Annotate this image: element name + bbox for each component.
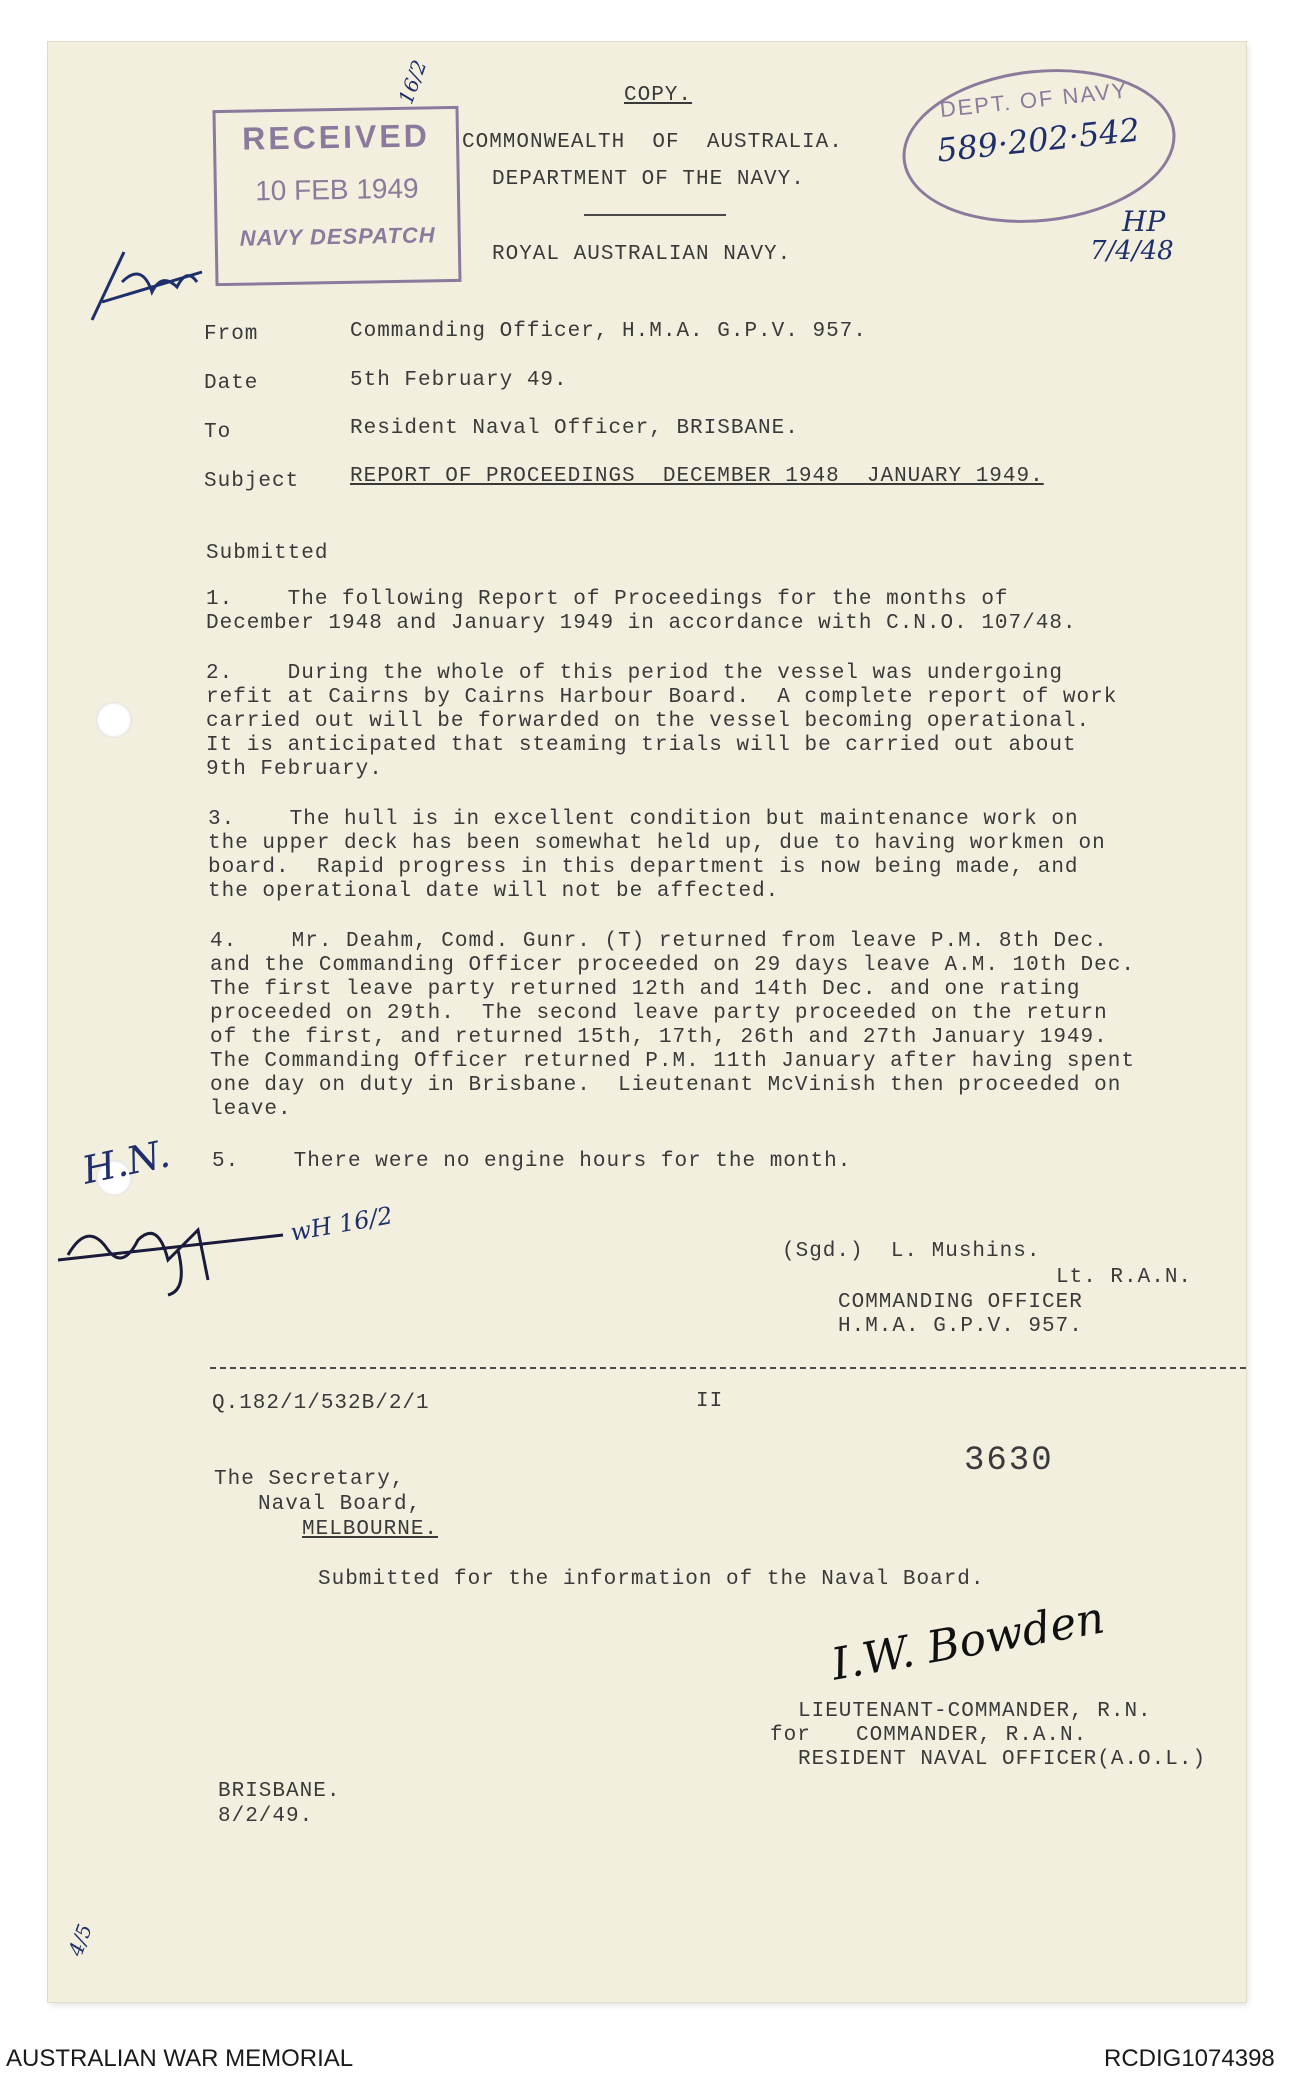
paragraph-4 <box>210 930 1135 1122</box>
officer-for: for <box>770 1724 811 1747</box>
handwritten-hp-initials: HP <box>1122 205 1166 238</box>
signed-name: (Sgd.) L. Mushins. <box>782 1240 1041 1263</box>
paragraph-4-line: leave. <box>210 1098 292 1121</box>
paragraph-number: 4. <box>210 930 238 953</box>
paragraph-4-line: 4. Mr. Deahm, Comd. Gunr. (T) returned from leave P.M. 8th Dec. <box>210 930 1108 953</box>
received-stamp-title: RECEIVED <box>241 117 431 157</box>
signed-rank: Lt. R.A.N. <box>1056 1266 1193 1289</box>
footer-source: AUSTRALIAN WAR MEMORIAL <box>6 2045 354 2072</box>
handwritten-hp-date: 7/4/48 <box>1090 236 1174 266</box>
date-label: Date <box>204 372 259 395</box>
paragraph-2-line: 2. During the whole of this period the vessel was undergoing <box>206 662 1063 685</box>
dept-navy-stamp-title: DEPT. OF NAVY <box>938 77 1130 123</box>
address-line-1: The Secretary, <box>214 1468 405 1491</box>
paragraph-number: 1. <box>206 588 234 611</box>
received-stamp <box>212 106 461 286</box>
signed-title: COMMANDING OFFICER <box>838 1291 1083 1314</box>
copy-heading: COPY. <box>624 84 693 107</box>
paragraph-3-line: the operational date will not be affected. <box>208 880 780 903</box>
paragraph-5 <box>212 1150 851 1174</box>
endorsement-body: Submitted for the information of the Naval Board. <box>318 1568 985 1591</box>
paragraph-5-line: 5. There were no engine hours for the month. <box>212 1150 852 1173</box>
paragraph-1 <box>206 588 1077 636</box>
handwritten-top-mark: 16/2 <box>393 56 432 108</box>
paragraph-4-line: one day on duty in Brisbane. Lieutenant McVinish then proceeded on <box>210 1074 1122 1097</box>
handwritten-scribble-top <box>82 232 212 328</box>
handwritten-mid-note: wH 16/2 <box>288 1201 395 1247</box>
paragraph-2-line: carried out will be forwarded on the vessel becoming operational. <box>206 710 1091 733</box>
paragraph-2-line: refit at Cairns by Cairns Harbour Board. A complete report of work <box>206 686 1118 709</box>
endorsement-number: II <box>696 1390 724 1413</box>
header-ran: ROYAL AUSTRALIAN NAVY. <box>492 243 792 266</box>
endorsement-signature: I.W. Bowden <box>827 1592 1109 1691</box>
received-stamp-date: 10 FEB 1949 <box>254 172 419 207</box>
paragraph-number: 2. <box>206 662 234 685</box>
dept-navy-file-number: 589·202·542 <box>935 110 1142 170</box>
file-reference: Q.182/1/532B/2/1 <box>212 1392 430 1415</box>
paragraph-3-line: 3. The hull is in excellent condition but maintenance work on <box>208 808 1079 831</box>
address-line-3: MELBOURNE. <box>302 1518 439 1541</box>
paragraph-4-line: of the first, and returned 15th, 17th, 26th and 27th January 1949. <box>210 1026 1108 1049</box>
paragraph-number: 5. <box>212 1150 240 1173</box>
paragraph-4-line: The first leave party returned 12th and 14th Dec. and one rating <box>210 978 1081 1001</box>
section-divider <box>210 1367 1246 1369</box>
received-stamp-office: NAVY DESPATCH <box>239 222 436 251</box>
subject-value: REPORT OF PROCEEDINGS DECEMBER 1948 JANUARY 1949. <box>350 465 1044 488</box>
paragraph-4-line: proceeded on 29th. The second leave party proceeded on the return <box>210 1002 1108 1025</box>
date-line: 8/2/49. <box>218 1805 314 1828</box>
officer-rank-3: RESIDENT NAVAL OFFICER(A.O.L.) <box>798 1748 1207 1771</box>
address-line-2: Naval Board, <box>258 1493 422 1516</box>
place-line: BRISBANE. <box>218 1780 341 1803</box>
punch-hole-top <box>96 702 132 738</box>
paragraph-1-line: 1. The following Report of Proceedings for the months of <box>206 588 1009 611</box>
paragraph-3 <box>208 808 1106 904</box>
to-label: To <box>204 421 232 444</box>
handwritten-scribble-mid <box>48 1210 288 1300</box>
submitted-line: Submitted <box>206 542 329 565</box>
from-value: Commanding Officer, H.M.A. G.P.V. 957. <box>350 320 867 343</box>
from-label: From <box>204 323 259 346</box>
header-divider <box>584 214 726 216</box>
subject-label: Subject <box>204 470 300 493</box>
signed-vessel: H.M.A. G.P.V. 957. <box>838 1315 1083 1338</box>
paragraph-3-line: the upper deck has been somewhat held up, due to having workmen on <box>208 832 1106 855</box>
officer-rank-2: COMMANDER, R.A.N. <box>856 1724 1088 1747</box>
paragraph-1-line: December 1948 and January 1949 in accordance with C.N.O. 107/48. <box>206 612 1077 635</box>
officer-rank-1: LIEUTENANT-COMMANDER, R.N. <box>798 1700 1152 1723</box>
handwritten-bottom-mark: 4/5 <box>63 1920 97 1960</box>
paragraph-2 <box>206 662 1117 782</box>
paragraph-4-line: The Commanding Officer returned P.M. 11th January after having spent <box>210 1050 1135 1073</box>
paragraph-2-line: 9th February. <box>206 758 383 781</box>
paragraph-number: 3. <box>208 808 236 831</box>
paragraph-3-line: board. Rapid progress in this department is now being made, and <box>208 856 1079 879</box>
header-department: DEPARTMENT OF THE NAVY. <box>492 168 805 191</box>
footer-id: RCDIG1074398 <box>1104 2045 1275 2072</box>
document-number: 3630 <box>964 1442 1054 1480</box>
header-commonwealth: COMMONWEALTH OF AUSTRALIA. <box>462 131 843 154</box>
paragraph-2-line: It is anticipated that steaming trials will be carried out about <box>206 734 1077 757</box>
to-value: Resident Naval Officer, BRISBANE. <box>350 417 799 440</box>
handwritten-hn-initials: H.N. <box>78 1131 174 1193</box>
paragraph-4-line: and the Commanding Officer proceeded on 29 days leave A.M. 10th Dec. <box>210 954 1135 977</box>
date-value: 5th February 49. <box>350 369 568 392</box>
